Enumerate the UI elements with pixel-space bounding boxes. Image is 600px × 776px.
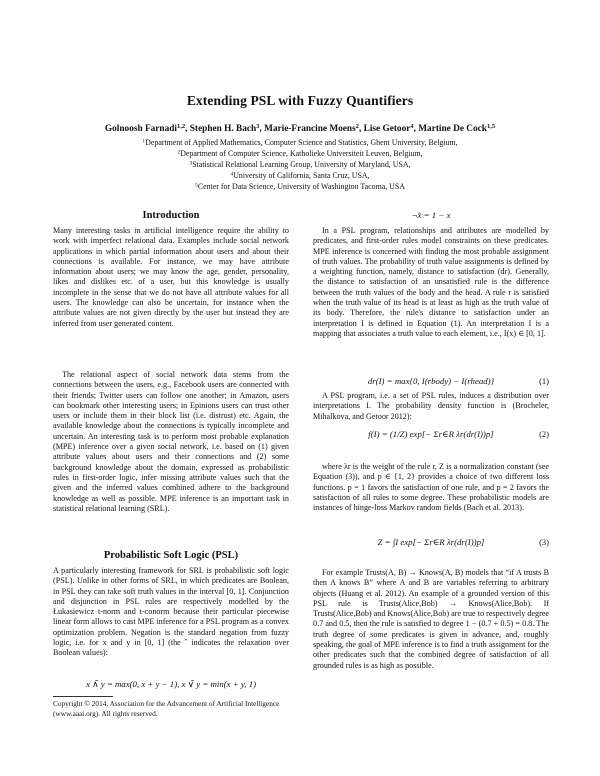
psl-paragraph-4: where λr is the weight of the rule r, Z is a normalization constant (see Equation (3)), and p ∈ {1, 2} provides a choice of two different loss functions. p = 1 favors the satisfaction of one rule, and p = 2 favors the satisfaction of all rules to some degree. These probabilistic models are instances of hinge-loss Markov random fields (Bach et al. 2013).	[313, 462, 549, 513]
equation-2-number: (2)	[539, 429, 549, 439]
introduction-heading: Introduction	[142, 210, 200, 221]
lukasiewicz-equation: x ∧̃ y = max(0, x + y − 1), x ∨̃ y = min(x + y, 1)	[85, 679, 257, 689]
author: Marie-Francine Moens$^2$,	[264, 123, 364, 134]
affiliation: $^4$University of California, Santa Cruz, USA,	[230, 171, 370, 180]
intro-paragraph-1: Many interesting tasks in artificial intelligence require the ability to work with imperfect relational data. Examples include social network applications in which partial information about users and about their connections is available. For instance, we may have attribute information about users; we may know the age, gender, personality, likes and dislikes etc. of a user, but this knowledge is usually incomplete in the sense that we do not have all attribute values for all users. The knowledge can also be uncertain, for instance when the attribute values are not given directly by the user but instead they are inferred from user generated content.	[53, 226, 289, 328]
psl-paragraph-1: A particularly interesting framework for SRL is probabilistic soft logic (PSL). Unlike in other forms of SRL, in which predicates are Boolean, in PSL they can take soft truth values in the interval [0, 1]. Conjunction and disjunction in PSL rules are respectively modelled by the Łukasiewicz t-norm and t-conorm because their particular piecewise linear form allows to cast MPE inference for a PSL program as a convex optimization problem. Negation is the standard negation from fuzzy logic, i.e. for x and y in [0, 1] (the ˆ indicates the relaxation over Boolean values):	[53, 566, 289, 658]
psl-paragraph-5: For example Trusts(A, B) → Knows(A, B) models that “if A trusts B then A knows B” where A and B are variables referring to arbitrary objects (Huang et al. 2012). An example of a grounded version of this PSL rule is Trusts(Alice,Bob) → Knows(Alice,Bob). If Trusts(Alice,Bob) and Knows(Alice,Bob) are true to respectively degree 0.7 and 0.5, then the rule is satisfied to degree 1 − (0.7 + 0.5) = 0.8. The truth degree of some predicates is given in advance, and, roughly speaking, the goal of MPE inference is to find a truth assignment for the other predicates such that the combined degree of satisfaction of all grounded rules is as high as possible.	[313, 568, 549, 670]
equation-2-body: f(I) = (1/Z) exp[− Σr∈R λr(dr(I))p]	[368, 429, 494, 439]
intro-paragraph-2: The relational aspect of social network data stems from the connections between the users, e.g., Facebook users are connected with their friends; Twitter users can follow one another; in Amazon, users can bookmark other interesting users; in Epinions users can trust other users or include them in their block list (i.e. distrust) etc. Again, the available knowledge about the connections is typically incomplete and uncertain. An interesting task is to perform most probable explanation (MPE) inference over a given social network, i.e. based on (1) given attribute values about users and their connections and (2) some background knowledge about the domain, expressed as probabilistic rules in first-order logic, infer missing attribute values such that the given and the inferred values combined adhere to the background knowledge as well as possible. MPE inference is an important task in statistical relational learning (SRL).	[53, 370, 289, 513]
author: Stephen H. Bach$^3$,	[189, 123, 265, 134]
equation-1-number: (1)	[539, 376, 549, 386]
equation-1-body: dr(I) = max{0, I(rbody) − I(rhead)}	[367, 376, 495, 386]
equation-3-body: Z = ∫I exp[− Σr∈R λr(dr(I))p]	[377, 537, 485, 547]
equation-1	[313, 376, 549, 386]
affiliation: $^2$Department of Computer Science, Katholieke Universiteit Leuven, Belgium,	[177, 149, 423, 158]
footnote-rule	[53, 696, 113, 697]
psl-paragraph-2: In a PSL program, relationships and attributes are modelled by predicates, and first-order rules model constraints on these predicates. MPE inference is concerned with finding the most probable assignment of truth values. The probability of truth value assignments is defined by a weighting function, namely, distance to satisfaction (dr). Generally, the distance to satisfaction of an unsatisfied rule is the difference between the truth values of the body and the head. A rule r is satisfied when the truth value of its head is at least as high as the truth value of its body. Therefore, the rule's distance to satisfaction under an interpretation I is defined in Equation (1). An interpretation I is a mapping that associates a truth value to each element, i.e., I(x) ∈ [0, 1].	[313, 226, 549, 338]
equation-2	[313, 429, 549, 440]
psl-paragraph-3: A PSL program, i.e. a set of PSL rules, induces a distribution over interpretations I. The probability density function is (Brocheler, Mihalkova, and Getoor 2012):	[313, 391, 549, 421]
author-list	[0, 124, 600, 134]
author: Golnoosh Farnadi$^{1,2}$,	[104, 123, 190, 134]
negation-equation: ¬̃x = 1 − x	[411, 210, 451, 220]
affiliation-list	[0, 137, 600, 192]
affiliation: $^1$Department of Applied Mathematics, Computer Science and Statistics, Ghent University, Belgium,	[142, 138, 458, 147]
paper-title: Extending PSL with Fuzzy Quantifiers	[186, 93, 414, 108]
affiliation: $^3$Statistical Relational Learning Group, University of Maryland, USA,	[189, 160, 411, 169]
equation-3	[313, 537, 549, 548]
affiliation: $^5$Center for Data Science, University of Washington Tacoma, USA	[195, 182, 405, 191]
equation-3-number: (3)	[539, 537, 549, 547]
author: Martine De Cock$^{1,5}$	[418, 123, 496, 134]
author: Lise Getoor$^4$,	[363, 123, 419, 134]
copyright-notice: Copyright © 2014, Association for the Advancement of Artificial Intelligence (www.aaai.org). All rights reserved.	[53, 699, 280, 718]
psl-heading: Probabilistic Soft Logic (PSL)	[103, 550, 239, 561]
